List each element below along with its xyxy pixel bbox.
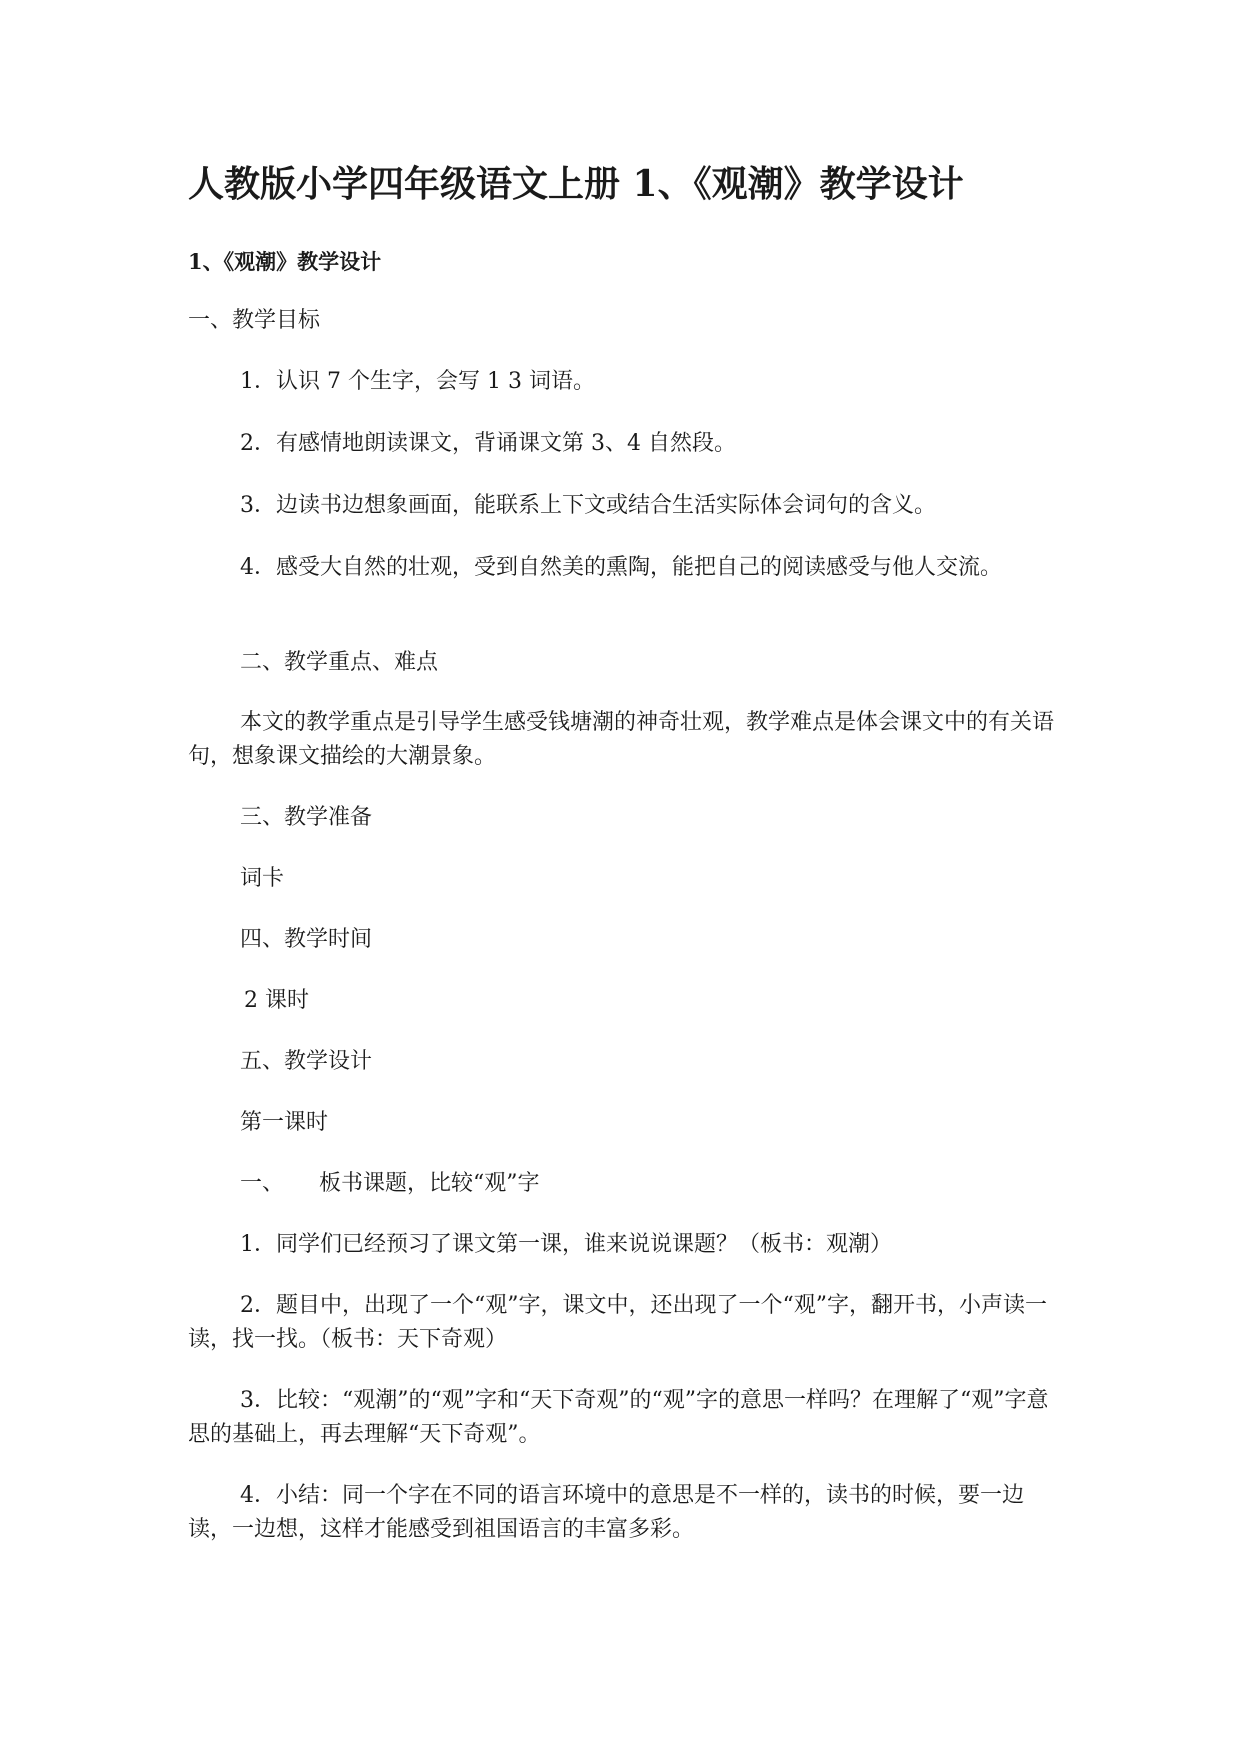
preparation-text: 词卡 — [240, 866, 285, 891]
step-item: 2．题目中，出现了一个“观”字，课文中，还出现了一个“观”字，翻开书，小声读一读，找一找。（板书：天下奇观） — [188, 1293, 1047, 1352]
key-points-text: 本文的教学重点是引导学生感受钱塘潮的神奇壮观，教学难点是体会课文中的有关语句，想象课文描绘的大潮景象。 — [188, 710, 1055, 769]
section-heading-time: 四、教学时间 — [240, 927, 373, 952]
lesson-heading: 第一课时 — [240, 1110, 329, 1135]
section-heading-goals: 一、教学目标 — [188, 308, 321, 333]
goal-item: 4．感受大自然的壮观，受到自然美的熏陶，能把自己的阅读感受与他人交流。 — [240, 555, 1002, 580]
section-heading-preparation: 三、教学准备 — [240, 805, 373, 830]
time-text: 2 课时 — [244, 988, 309, 1013]
step-item: 3．比较：“观潮”的“观”字和“天下奇观”的“观”字的意思一样吗？在理解了“观”字意思的基础上，再去理解“天下奇观”。 — [188, 1388, 1049, 1447]
section-heading-key-points: 二、教学重点、难点 — [240, 650, 439, 675]
goal-item: 2．有感情地朗读课文，背诵课文第 3、4 自然段。 — [240, 431, 736, 456]
part-heading: 一、 板书课题，比较“观”字 — [240, 1171, 540, 1196]
step-item: 4．小结：同一个字在不同的语言环境中的意思是不一样的，读书的时候，要一边读，一边想，这样才能感受到祖国语言的丰富多彩。 — [188, 1483, 1024, 1542]
document-title: 人教版小学四年级语文上册 1、《观潮》教学设计 — [188, 163, 964, 205]
goal-item: 3．边读书边想象画面，能联系上下文或结合生活实际体会词句的含义。 — [240, 493, 936, 518]
step-item: 1．同学们已经预习了课文第一课，谁来说说课题？（板书：观潮） — [240, 1232, 892, 1257]
section-heading-design: 五、教学设计 — [240, 1049, 373, 1074]
goal-item: 1．认识 7 个生字，会写 1 3 词语。 — [240, 369, 595, 394]
document-subtitle: 1、《观潮》教学设计 — [188, 249, 382, 274]
